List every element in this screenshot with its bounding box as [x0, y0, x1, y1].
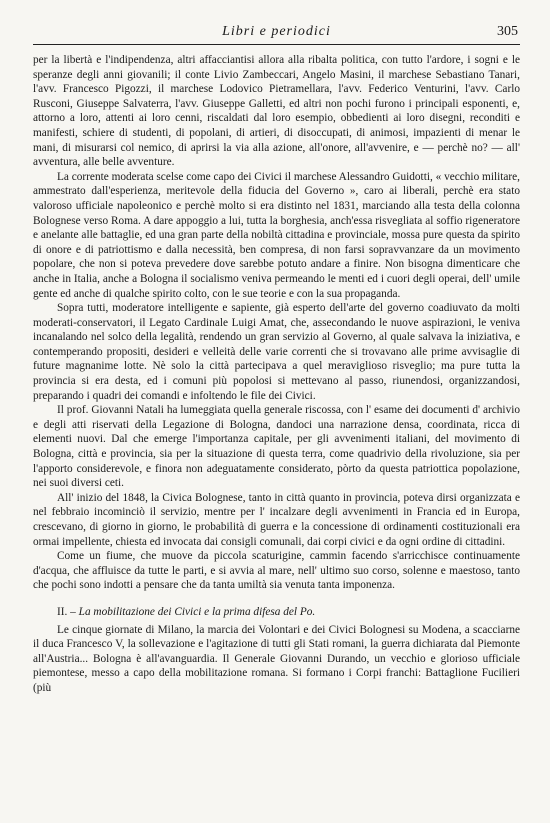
paragraph: Come un fiume, che muove da piccola scaturigine, cammin facendo s'arricchisce continuamente d'acqua, che affluisce da tutte le parti, e si avvia al mare, nell' ultimo suo corso, solenne e maestoso, tanto che pochi sono indotti a pensare che da tanta umiltà sia venuta tanta imponenza.	[33, 550, 520, 592]
paragraph: All' inizio del 1848, la Civica Bolognese, tanto in città quanto in provincia, poteva dirsi organizzata e nel febbraio incominciò il servizio, mentre per l' incalzare degli avvenimenti in Francia ed in Europa, crescevano, di giorno in giorno, le probabilità di guerra e la concessione di ordinamenti costituzionali era ormai impellente, chiesta ed invocata dai consigli comunali, dai corpi civici e da ogni ordine di cittadini.	[33, 491, 520, 548]
paragraph: Sopra tutti, moderatore intelligente e sapiente, già esperto dell'arte del governo coadiuvato da molti moderati-conservatori, il Legato Cardinale Luigi Amat, che, assecondando le nuove aspirazioni, le veniva incanalando nel solco della legalità, rendendo un gran servizio al Governo, al quale salvava la iniziativa, e contemperando propositi, desideri e velleità delle varie correnti che si trovavano alle prime avvisaglie di future magnanime lotte. Nè solo la città partecipava a quel meraviglioso risveglio; ma pure tutta la provincia si era desta, ed i comuni più popolosi si mettevano al passo, riunendosi, organizzandosi, preparando i quadri dei comandi e infoltendo le file dei Civici.	[33, 302, 520, 402]
section-heading	[33, 605, 520, 620]
paragraph: Il prof. Giovanni Natali ha lumeggiata quella generale riscossa, con l' esame dei documenti d' archivio e degli atti riservati della Legazione di Bologna, dandoci una narrazione densa, coordinata, ricca di elementi nuovi. Dal che emerge l'importanza capitale, per gli avvenimenti italiani, del movimento di Bologna, città e provincia, sia per la situazione di questa terra, come quadrivio della rivoluzione, sia per l'apporto considerevole, e finora non adeguatamente considerato, pòrto da questa patriottica popolazione, nei suoi diversi ceti.	[33, 404, 520, 490]
page-header	[33, 22, 520, 45]
page-number: 305	[497, 24, 518, 39]
body-text	[33, 53, 520, 696]
paragraph: Le cinque giornate di Milano, la marcia dei Volontari e dei Civici Bolognesi su Modena, a scacciarne il duca Francesco V, la sollevazione e l'agitazione di tutti gli Stati romani, la guerra dichiarata dal Piemonte all'Austria... Bologna è all'avanguardia. Il Generale Giovanni Durando, un vecchio e glorioso ufficiale piemontese, messo a capo della mobilitazione romana. Si formano i Corpi franchi: Battaglione Fucilieri (più	[33, 623, 520, 694]
paragraph: per la libertà e l'indipendenza, altri affacciantisi allora alla ribalta politica, con tutto l'ardore, i sogni e le speranze degli anni giovanili; il conte Livio Zambeccari, Angelo Masini, il marchese Sebastiano Tanari, l'avv. Francesco Pigozzi, il marchese Lodovico Pietramellara, l'avv. Federico Venturini, l'avv. Carlo Rusconi, Giuseppe Salvaterra, l'avv. Giuseppe Galletti, ed altri non pochi furono i principali esponenti, e, attorno a loro, attenti ai loro cenni, riscaldati dal loro esempio, obbedienti ai loro disegni, reconditi e manifesti, schiere di studenti, di popolani, di artieri, di disoccupati, di animosi, impazienti di menar le mani, di misurarsi col nemico, di aprirsi la via alla azione, all'onore, all'avvenire, e — perchè no? — all' avventura, alle belle avventure.	[33, 54, 520, 169]
paragraph: La corrente moderata scelse come capo dei Civici il marchese Alessandro Guidotti, « vecchio militare, ammestrato dall'esperienza, meritevole della fiducia del Governo », caro ai liberali, perchè era stato valoroso ufficiale napoleonico e perchè molto si era distinto nel 1831, marciando alla testa della colonna Bolognese verso Roma. A dare appoggio a lui, tutta la borghesia, anch'essa risvegliata al soffio rigeneratore e anelante alle battaglie, ed una gran parte della nobiltà cittadina e provinciale, mossa pure questa da spirito di onore e di patriottismo e dalla necessità, ben compresa, di non farsi sopravvanzare da un movimento popolare, che non si poteva prevedere dove sarebbe potuto andare a finire. Non bisogna dimenticare che anche in Italia, anche a Bologna il socialismo veniva permeando le menti ed i cuori degli operai, dell' umile gente ed anche di qualche spirito colto, con le sue teorie e con la sua propaganda.	[33, 170, 521, 300]
running-title: Libri e periodici	[222, 24, 331, 39]
section-title: La mobilitazione dei Civici e la prima difesa del Po.	[78, 605, 316, 618]
section-number: II. –	[57, 605, 76, 618]
